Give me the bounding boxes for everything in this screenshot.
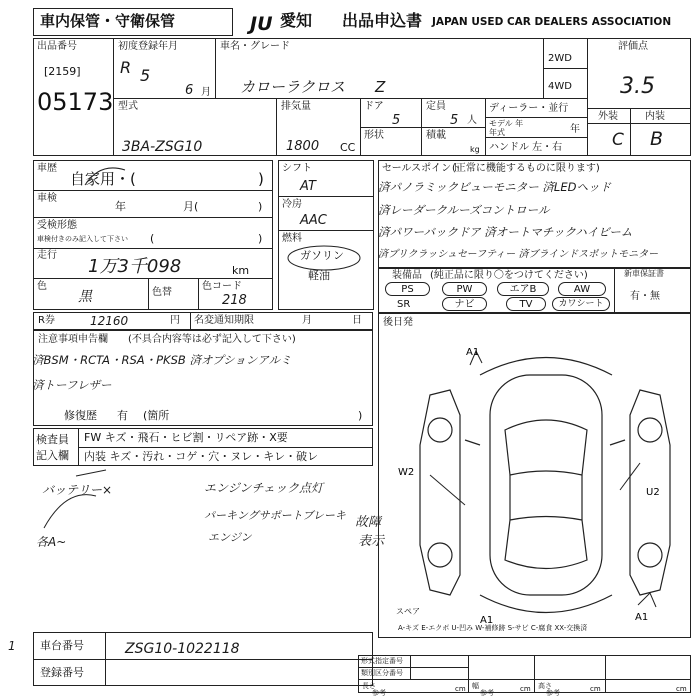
r-ken-label: R券 xyxy=(38,315,55,326)
color-code: 218 xyxy=(222,293,247,308)
notes-label: 注意事項申告欄 xyxy=(38,334,108,345)
car-label: 車名・グレード xyxy=(220,41,290,52)
remark-fault: 故障 xyxy=(355,515,382,530)
displacement-unit: CC xyxy=(340,141,356,154)
remarks-scribbles xyxy=(36,468,376,608)
remark-battery: バッテリー× xyxy=(42,483,113,497)
mileage-value: 1万3千098 xyxy=(88,256,182,277)
grade-int-label: 内装 xyxy=(645,111,665,122)
doors-label: ドア xyxy=(364,101,384,112)
mark-bottom-right: A1 xyxy=(635,612,649,623)
dealer-year-label: 年式 xyxy=(489,128,505,137)
lot-sub: [2159] xyxy=(44,65,81,78)
change-length: 長さ xyxy=(362,682,376,690)
lot-label: 出品番号 xyxy=(37,41,77,52)
storage-label: 車内保管・守衛保管 xyxy=(40,12,176,30)
grade-ext-label: 外装 xyxy=(598,111,618,122)
selling-points-note: (正常に機能するものに限ります) xyxy=(452,163,600,174)
change-ref-3: 参考 xyxy=(546,689,560,697)
selling-point-4: 済プリクラッシュセーフティー 済ブラインドスポットモニター xyxy=(378,249,659,260)
inspector-row-1: FW キズ・飛石・ヒビ割・リペア跡・X要 xyxy=(84,431,288,444)
grade-ext: C xyxy=(612,130,624,150)
recycle-close: ) xyxy=(258,232,263,245)
repair-place: (箇所 xyxy=(143,409,170,422)
change-row-1: 形式指定番号 xyxy=(361,657,403,665)
color-label: 色 xyxy=(37,281,47,292)
color-change-label: 色替 xyxy=(152,287,172,298)
repair-close: ) xyxy=(358,409,363,422)
chassis-label: 車台番号 xyxy=(40,639,84,652)
registration-year: 5 xyxy=(140,66,151,85)
lot-number: 05173 xyxy=(37,88,114,116)
mark-bottom: A1 xyxy=(480,615,494,626)
mileage-label: 走行 xyxy=(37,250,57,261)
drive-4wd: 4WD xyxy=(548,81,572,92)
mark-top: A1 xyxy=(466,347,480,358)
car-grade: Z xyxy=(375,78,386,96)
history-value: 自家用・( xyxy=(70,170,136,188)
remark-parking-brake: パーキングサポートブレーキ xyxy=(204,509,346,522)
change-row-2: 類別区分番号 xyxy=(361,669,403,677)
selling-point-3: 済パワーバックドア 済オートマチックハイビーム xyxy=(378,225,633,239)
equip-airbag: エアB xyxy=(497,282,549,296)
change-ref-1: 参考 xyxy=(372,689,386,697)
ac-value: AAC xyxy=(300,213,327,228)
inspection-month: 月( xyxy=(183,200,199,213)
inspector-label-2: 記入欄 xyxy=(36,449,69,462)
change-width: 幅 xyxy=(472,682,479,690)
inspection-close: ) xyxy=(258,200,263,213)
grade-score: 3.5 xyxy=(620,74,655,99)
change-height: 高さ xyxy=(538,682,552,690)
remark-display: 表示 xyxy=(358,534,385,549)
grade-int: B xyxy=(650,128,664,150)
displacement-value: 1800 xyxy=(286,139,320,154)
car-name: カローラクロス xyxy=(240,78,346,96)
equipment-note: (純正品に限り〇をつけてください) xyxy=(430,270,588,281)
color-value: 黒 xyxy=(78,289,92,305)
remark-engine-check: エンジンチェック点灯 xyxy=(204,481,324,495)
inspection-year: 年 xyxy=(115,200,126,213)
equip-navi: ナビ xyxy=(442,297,487,311)
spare-label: スペア xyxy=(396,607,420,616)
equip-leather: カワシート xyxy=(552,297,610,311)
ju-logo xyxy=(250,10,278,34)
recycle-note: 車検付きのみ記入して下さい xyxy=(37,235,128,243)
registration-month-unit: 月 xyxy=(201,87,211,98)
mark-right: U2 xyxy=(646,487,660,498)
repair-value: 有 xyxy=(117,409,128,422)
r-ken-value: 12160 xyxy=(90,314,129,328)
model-label: 型式 xyxy=(118,101,138,112)
mileage-unit: km xyxy=(232,264,250,277)
fuel-diesel: 軽油 xyxy=(308,269,330,282)
mark-left: W2 xyxy=(398,467,415,478)
repair-label: 修復歴 xyxy=(64,409,97,422)
equip-pw: PW xyxy=(442,282,487,296)
change-ref-2: 参考 xyxy=(480,689,494,697)
history-close: ) xyxy=(258,170,264,188)
equip-sr: SR xyxy=(397,299,411,310)
fuel-gas: ガソリン xyxy=(300,249,344,262)
change-cm-4: cm xyxy=(676,685,687,693)
stray-mark: 1 xyxy=(8,639,16,653)
capacity-label: 定員 xyxy=(426,101,446,112)
reg-number-label: 登録番号 xyxy=(40,666,84,679)
name-change-month: 月 xyxy=(302,315,312,326)
registration-month: 6 xyxy=(185,83,194,98)
drive-2wd: 2WD xyxy=(548,53,572,64)
equip-aw: AW xyxy=(558,282,606,296)
selling-point-1: 済パノラミックビューモニター 済LEDヘッド xyxy=(378,180,611,194)
warranty-value: 有・無 xyxy=(630,291,660,302)
registration-era: R xyxy=(120,58,132,77)
load-unit: kg xyxy=(470,145,480,154)
grade-label: 評価点 xyxy=(618,41,648,52)
selling-point-2: 済レーダークルーズコントロール xyxy=(378,203,550,217)
selling-points-label: セールスポイント xyxy=(382,163,462,174)
shape-label: 形状 xyxy=(364,130,384,141)
notes-line-1: 済BSM・RCTA・RSA・PKSB 済オプションアルミ xyxy=(32,353,292,367)
dealer-handle: ハンドル 左・右 xyxy=(489,142,563,153)
recycle-paren: ( xyxy=(150,232,155,245)
fuel-circle xyxy=(284,244,364,304)
remark-engine: エンジン xyxy=(208,531,252,544)
equipment-label: 装備品 xyxy=(392,270,422,281)
capacity-unit: 人 xyxy=(467,115,477,126)
inspection-label: 車検 xyxy=(37,193,57,204)
equip-ps: PS xyxy=(385,282,430,296)
notes-line-2: 済トーフレザー xyxy=(32,378,112,392)
equip-tv: TV xyxy=(506,297,546,311)
color-code-label: 色コード xyxy=(202,281,242,292)
damage-legend: A-キズ E-エクボ U-凹み W-補修跡 S-サビ C-腐食 XX-交換済 xyxy=(398,624,588,632)
form-title: 出品申込書 xyxy=(342,11,423,30)
shift-value: AT xyxy=(300,179,316,194)
chassis-value: ZSG10-1022118 xyxy=(125,641,240,657)
inspector-label-1: 検査員 xyxy=(36,433,69,446)
recycle-label: 受検形態 xyxy=(37,220,77,231)
change-cm-3: cm xyxy=(590,685,601,693)
change-cm-1: cm xyxy=(455,685,466,693)
change-cm-2: cm xyxy=(520,685,531,693)
history-scribble xyxy=(80,160,140,190)
notes-sub: (不具合内容等は必ず記入して下さい) xyxy=(128,334,296,345)
capacity-value: 5 xyxy=(450,113,459,128)
r-ken-unit: 円 xyxy=(170,315,180,326)
inspector-row-2: 内装 キズ・汚れ・コゲ・穴・ヌレ・キレ・破レ xyxy=(84,450,319,463)
load-label: 積載 xyxy=(426,130,446,141)
dealer-model-year: モデル 年 xyxy=(489,119,524,128)
shift-label: シフト xyxy=(282,163,312,174)
logo-aichi: 愛知 xyxy=(280,11,313,30)
ju-logo-text: JU xyxy=(250,13,273,35)
model-value: 3BA-ZSG10 xyxy=(122,139,203,155)
warranty-label: 新車保証書 xyxy=(624,269,664,278)
name-change-day: 日 xyxy=(352,315,362,326)
registration-label: 初度登録年月 xyxy=(118,41,178,52)
history-label: 車歴 xyxy=(37,163,57,174)
rear-door-label: 後日発 xyxy=(383,317,413,328)
displacement-label: 排気量 xyxy=(281,101,311,112)
doors-value: 5 xyxy=(392,113,401,128)
name-change-label: 名変通知期限 xyxy=(194,315,254,326)
association-name: JAPAN USED CAR DEALERS ASSOCIATION xyxy=(432,16,672,28)
ac-label: 冷房 xyxy=(282,199,302,210)
fuel-label: 燃料 xyxy=(282,233,302,244)
dealer-year-unit: 年 xyxy=(570,124,580,135)
dealer-label: ディーラー・並行 xyxy=(489,103,569,114)
remark-each: 各A~ xyxy=(36,535,67,549)
